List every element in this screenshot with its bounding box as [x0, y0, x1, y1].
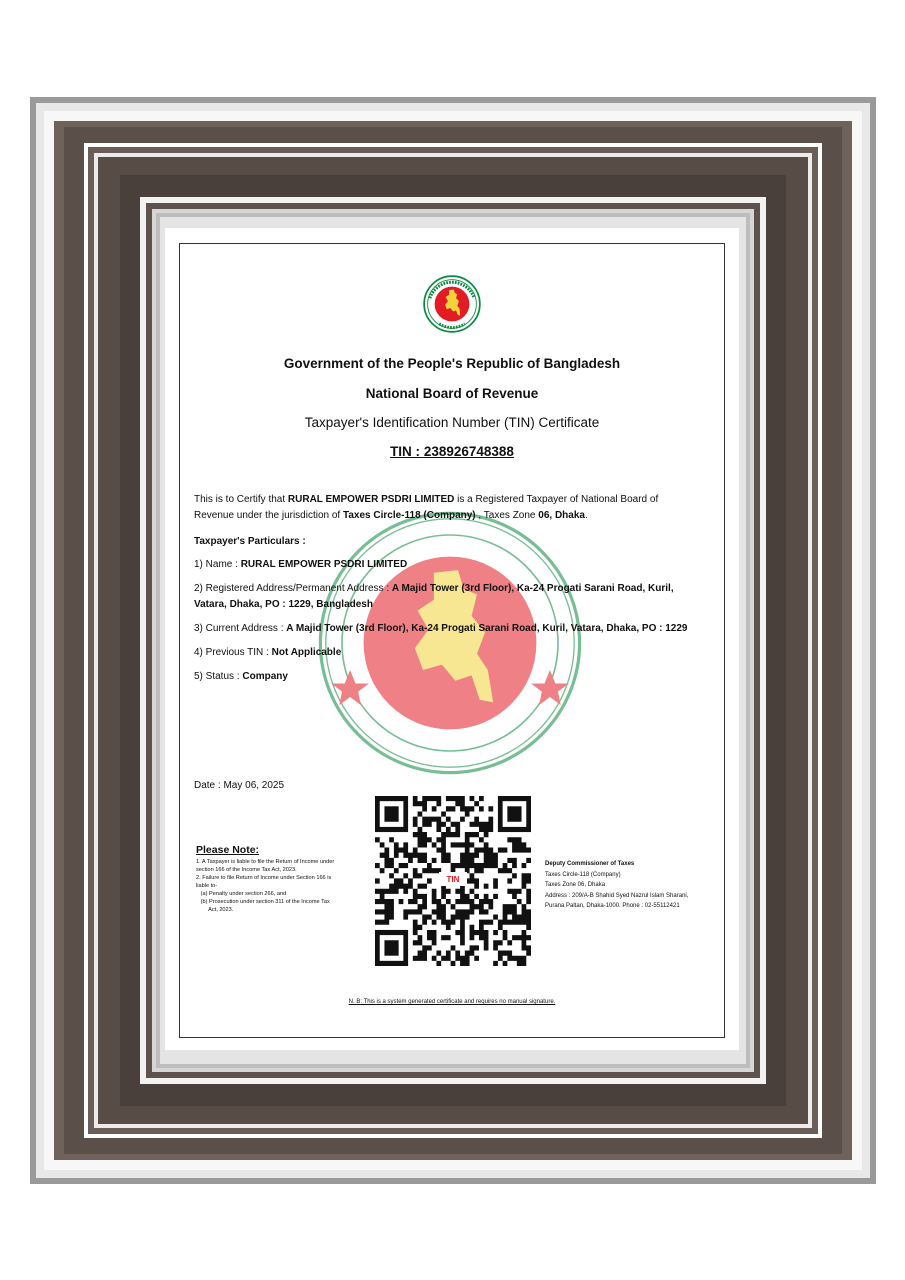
- officer-address: Address : 209/A-B Shahid Syed Nazrul Islam Sharani,: [545, 892, 689, 899]
- system-generated-note: N. B: This is a system generated certificate and requires no manual signature.: [348, 999, 556, 1005]
- qr-center-label: TIN: [446, 875, 460, 884]
- particular-current-address: 3) Current Address : A Majid Tower (3rd Floor), Ka-24 Progati Sarani Road, Kuril, Vatara, Dhaka, PO : 1229: [194, 623, 688, 634]
- qr-code-icon: [375, 796, 531, 966]
- note-line: 2. Failure to file Return of Income under Section 166 is: [196, 875, 332, 881]
- please-note-title: Please Note:: [196, 844, 260, 856]
- particular-name: 1) Name : RURAL EMPOWER PSDRI LIMITED: [194, 559, 408, 570]
- particular-status: 5) Status : Company: [194, 671, 288, 682]
- officer-circle: Taxes Circle-118 (Company): [545, 871, 621, 878]
- note-line: 1. A Taxpayer is liable to file the Return of Income under: [196, 859, 335, 865]
- note-line: (b) Prosecution under section 311 of the Income Tax: [196, 899, 330, 905]
- officer-address-2: Purana Paltan, Dhaka-1000. Phone : 02-55112421: [545, 903, 680, 909]
- government-title: Government of the People's Republic of Bangladesh: [283, 356, 621, 371]
- note-line: liable to-: [196, 883, 218, 889]
- note-line: Act, 2023.: [196, 907, 234, 913]
- board-title: National Board of Revenue: [365, 386, 539, 401]
- bangladesh-seal-icon: [423, 275, 481, 333]
- officer-title: Deputy Commissioner of Taxes: [545, 861, 635, 867]
- tin-certificate: [165, 228, 739, 1050]
- note-line: (a) Penalty under section 266, and: [196, 891, 287, 897]
- please-note-list: [196, 858, 361, 914]
- tin-number: TIN : 238926748388: [390, 444, 514, 459]
- certify-paragraph: This is to Certify that RURAL EMPOWER PSDRI LIMITED is a Registered Taxpayer of National Board of Revenue under the jurisdiction of Taxes Circle-118 (Company) , Taxes Zone 06, Dhaka.: [194, 494, 659, 521]
- officer-zone: Taxes Zone 06, Dhaka: [545, 882, 606, 888]
- issue-date: Date : May 06, 2025: [194, 780, 285, 791]
- tin-value: 238926748388: [423, 444, 514, 459]
- note-line: section 166 of the Income Tax Act, 2023.: [196, 867, 297, 873]
- particular-registered-address: 2) Registered Address/Permanent Address : A Majid Tower (3rd Floor), Ka-24 Progati Sarani Road, Kuril, Vatara, Dhaka, PO : 1229, Bangladesh: [194, 583, 674, 610]
- deputy-commissioner-block: [545, 859, 688, 912]
- certificate-title: Taxpayer's Identification Number (TIN) Certificate: [304, 415, 600, 430]
- particular-previous-tin: 4) Previous TIN : Not Applicable: [194, 647, 342, 658]
- particulars-heading: Taxpayer's Particulars :: [194, 536, 306, 547]
